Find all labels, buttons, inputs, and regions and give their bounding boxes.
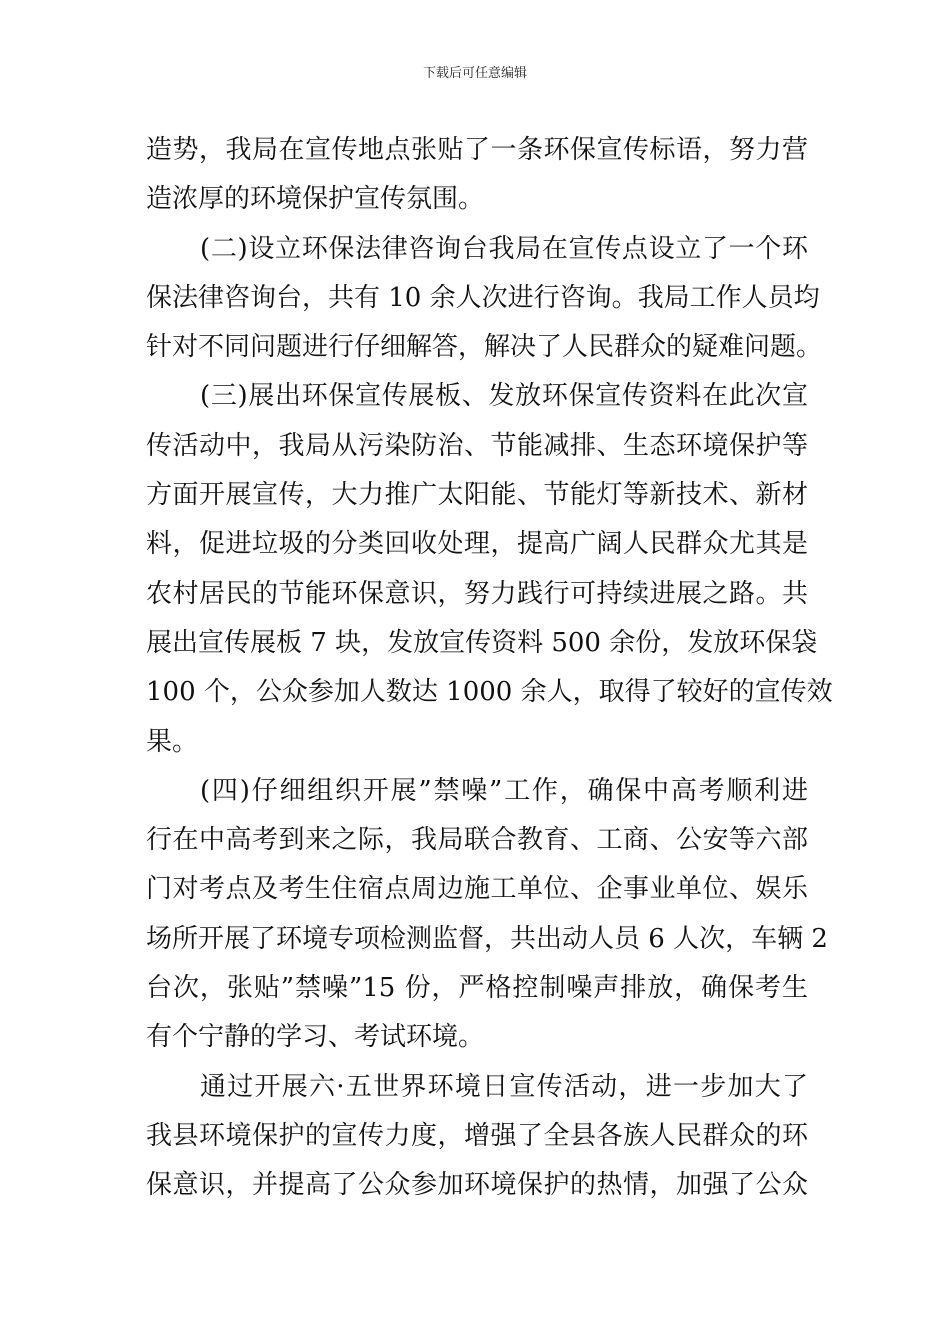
text-line: 展出宣传展板 7 块，发放宣传资料 500 余份，发放环保袋 <box>146 627 818 658</box>
page-header: 下载后可任意编辑 <box>422 66 527 81</box>
document-body <box>146 126 833 1211</box>
text-line: 针对不同问题进行仔细解答，解决了人民群众的疑难问题。 <box>146 332 823 363</box>
text-line: 农村居民的节能环保意识，努力践行可持续进展之路。共 <box>146 578 808 609</box>
text-line: 场所开展了环境专项检测监督，共出动人员 6 人次，车辆 2 <box>146 923 828 954</box>
text-line: 通过开展六·五世界环境日宣传活动，进一步加大了 <box>200 1071 808 1102</box>
text-line: 果。 <box>146 726 199 757</box>
text-line: 台次，张贴”禁噪”15 份，严格控制噪声排放，确保考生 <box>146 973 808 1004</box>
text-line: (二)设立环保法律咨询台我局在宣传点设立了一个环 <box>200 233 808 264</box>
text-line: 造浓厚的环境保护宣传氛围。 <box>146 184 485 215</box>
text-line: 传活动中，我局从污染防治、节能减排、生态环境保护等 <box>146 430 808 461</box>
text-line: 料，促进垃圾的分类回收处理，提高广阔人民群众尤其是 <box>146 529 808 560</box>
text-line: 方面开展宣传，大力推广太阳能、节能灯等新技术、新材 <box>146 480 808 511</box>
text-line: 我县环境保护的宣传力度，增强了全县各族人民群众的环 <box>146 1120 808 1151</box>
text-line: (四)仔细组织开展”禁噪”工作，确保中高考顺利进 <box>200 775 808 806</box>
text-line: (三)展出环保宣传展板、发放环保宣传资料在此次宣 <box>200 381 808 412</box>
text-line: 100 个，公众参加人数达 1000 余人，取得了较好的宣传效 <box>146 677 833 708</box>
text-line: 保意识，并提高了公众参加环境保护的热情，加强了公众 <box>146 1170 808 1201</box>
text-line: 门对考点及考生住宿点周边施工单位、企事业单位、娱乐 <box>146 874 808 905</box>
text-line: 有个宁静的学习、考试环境。 <box>146 1022 485 1053</box>
text-line: 保法律咨询台，共有 10 余人次进行咨询。我局工作人员均 <box>146 282 820 313</box>
text-line: 造势，我局在宣传地点张贴了一条环保宣传标语，努力营 <box>146 135 808 165</box>
text-line: 行在中高考到来之际，我局联合教育、工商、公安等六部 <box>146 825 808 856</box>
